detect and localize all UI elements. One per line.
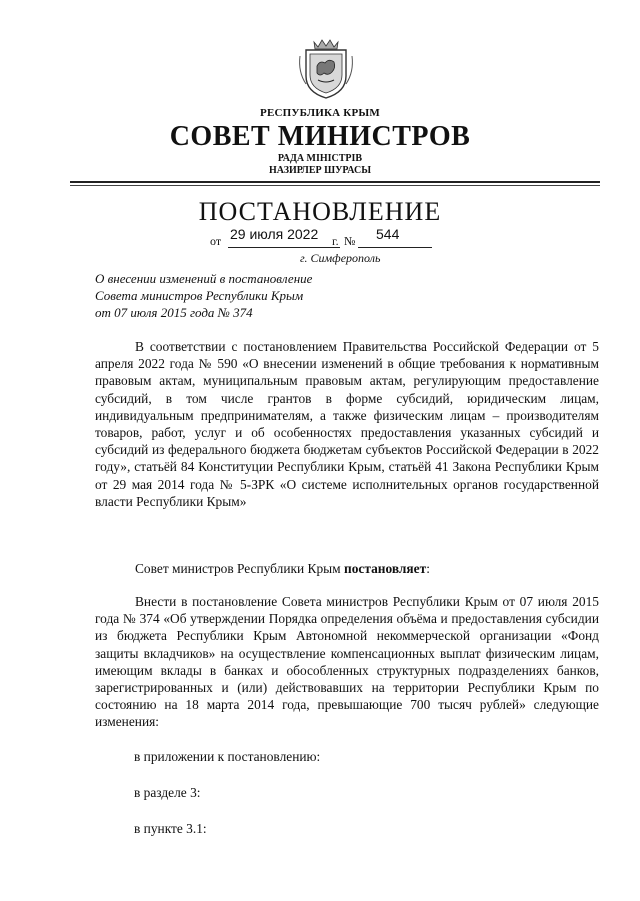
amendment-item: в разделе 3: <box>134 785 201 800</box>
resolution-verb: постановляет <box>343 561 427 576</box>
council-name-crimean-tatar: НАЗИРЛЕР ШУРАСЫ <box>268 165 372 176</box>
decree-subject <box>95 270 415 321</box>
amendment-paragraph: Внести в постановление Совета министров Республики Крым от 07 июля 2015 года № 374 «Об утверждении Порядка определения объёма и предоставления субсидии из бюджета Республики Крым Автономной некоммерческой организации «Фонд защиты вкладчиков» на осуществление компенсационных выплат физическим лицам, имеющим вклады в банках и обособленных структурных подразделениях банков, зарегистрированных и (или) действовавших на территории Республики Крым по состоянию на 18 марта 2014 года, превышающие 700 тысяч рублей» следующие изменения: <box>95 594 599 730</box>
council-name-ukrainian: РАДА МІНІСТРІВ <box>277 153 363 164</box>
date-prefix: от <box>210 234 222 248</box>
resolution-paragraph <box>95 560 599 577</box>
subject-line: от 07 июля 2015 года № 374 <box>95 305 253 320</box>
subject-line: О внесении изменений в постановление <box>95 271 313 286</box>
date-underline <box>228 247 340 248</box>
number-underline <box>358 247 432 248</box>
council-name: СОВЕТ МИНИСТРОВ <box>169 121 471 152</box>
decree-city: г. Симферополь <box>300 251 381 265</box>
year-suffix: г. <box>332 234 339 248</box>
decree-date: 29 июля 2022 <box>230 226 319 242</box>
amendment-item: в приложении к постановлению: <box>134 749 321 764</box>
amendment-item: в пункте 3.1: <box>134 821 207 836</box>
decree-dateline <box>210 226 440 248</box>
resolution-colon: : <box>426 561 430 576</box>
republic-name: РЕСПУБЛИКА КРЫМ <box>260 107 380 119</box>
resolution-text: Совет министров Республики Крым <box>135 561 344 576</box>
header-divider-thin <box>70 185 600 186</box>
preamble-paragraph: В соответствии с постановлением Правительства Российской Федерации от 5 апреля 2022 года № 590 «О внесении изменений в общие требования к нормативным правовым актам, муниципальным правовым актам, регулирующим предоставление субсидий, в том числе грантов в форме субсидий, юридическим лицам, индивидуальным предпринимателям, а также физическим лицам – производителям товаров, работ, услуг и об особенностях предоставления указанных субсидий и субсидий из федерального бюджета бюджетам субъектов Российской Федерации в 2022 году», статьёй 84 Конституции Республики Крым, статьёй 41 Закона Республики Крым от 29 мая 2014 года № 5-ЗРК «О системе исполнительных органов государственной власти Республики Крым» <box>95 339 599 509</box>
number-sign: № <box>344 234 356 248</box>
decree-number: 544 <box>376 226 400 242</box>
header-divider <box>70 181 600 183</box>
subject-line: Совета министров Республики Крым <box>95 288 304 303</box>
decree-title: ПОСТАНОВЛЕНИЕ <box>198 197 442 226</box>
coat-of-arms-emblem <box>296 36 356 100</box>
